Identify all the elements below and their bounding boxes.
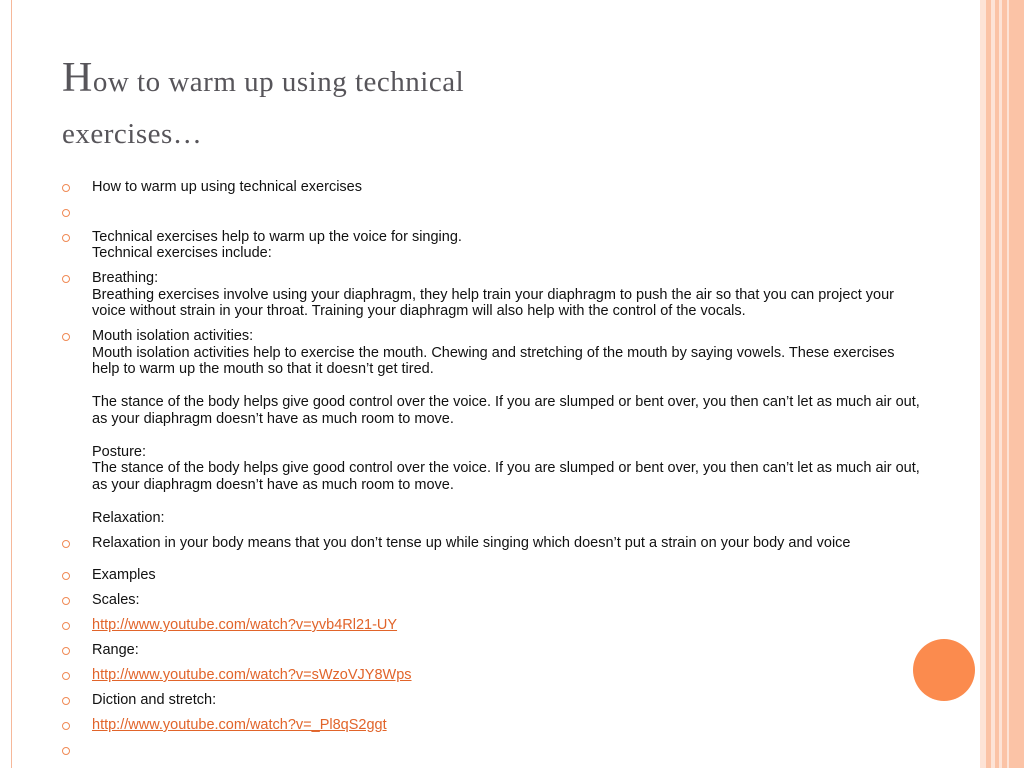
- bullet-text: Technical exercises help to warm up the voice for singing.: [92, 228, 462, 245]
- bullet-text: Mouth isolation activities help to exercise the mouth. Chewing and stretching of the mouth by saying vowels. These exercises help to warm up the mouth so that it doesn’t get tired.: [92, 344, 895, 377]
- bullet-heading: Mouth isolation activities:: [92, 328, 254, 344]
- slide-title: [62, 52, 922, 160]
- youtube-link-scales[interactable]: http://www.youtube.com/watch?v=yvb4Rl21-UY: [92, 617, 398, 633]
- bullet-circle-icon: [62, 275, 70, 283]
- youtube-link-diction[interactable]: http://www.youtube.com/watch?v=_Pl8qS2ggt: [92, 717, 387, 733]
- left-border-line: [11, 0, 12, 768]
- bullet-item: [60, 742, 920, 758]
- bullet-circle-icon: [62, 209, 70, 217]
- bullet-text: Scales:: [92, 592, 140, 608]
- bullet-item: [60, 717, 920, 734]
- bullet-text: Range:: [92, 642, 139, 658]
- bullet-heading: Relaxation:: [92, 509, 165, 526]
- bullet-text: The stance of the body helps give good control over the voice. If you are slumped or bent over, you then can’t let as much air out, as your diaphragm doesn’t have as much room to move.: [92, 394, 920, 427]
- youtube-link-range[interactable]: http://www.youtube.com/watch?v=sWzoVJY8Wps: [92, 667, 412, 683]
- bullet-circle-icon: [62, 697, 70, 705]
- accent-circle: [913, 639, 975, 701]
- bullet-list: [60, 179, 920, 767]
- bullet-circle-icon: [62, 647, 70, 655]
- bullet-item: [60, 617, 920, 634]
- bullet-item: [60, 179, 920, 196]
- bullet-item: [60, 567, 920, 584]
- bullet-circle-icon: [62, 672, 70, 680]
- bullet-text: Breathing exercises involve using your diaphragm, they help train your diaphragm to push the air so that you can project your voice without strain in your throat. Training your diaphragm will also help with the control of the vocals.: [92, 286, 894, 319]
- bullet-text: Diction and stretch:: [92, 692, 217, 708]
- bullet-item: [60, 535, 920, 552]
- bullet-circle-icon: [62, 572, 70, 580]
- bullet-item: [60, 204, 920, 220]
- bullet-text: Examples: [92, 567, 156, 583]
- bullet-circle-icon: [62, 234, 70, 242]
- bullet-text: The stance of the body helps give good control over the voice. If you are slumped or bent over, you then can’t let as much air out, as your diaphragm doesn’t have as much room to move.: [92, 460, 920, 493]
- bullet-circle-icon: [62, 333, 70, 341]
- bullet-heading: Posture:: [92, 443, 146, 460]
- bullet-text: Relaxation in your body means that you don’t tense up while singing which doesn’t put a strain on your body and voice: [92, 534, 851, 551]
- bullet-circle-icon: [62, 747, 70, 755]
- bullet-item: [60, 692, 920, 709]
- bullet-item: [60, 642, 920, 659]
- bullet-item: [60, 592, 920, 609]
- bullet-item: [60, 270, 920, 320]
- bullet-text: How to warm up using technical exercises: [92, 179, 362, 195]
- bullet-circle-icon: [62, 184, 70, 192]
- bullet-item: [60, 229, 920, 262]
- title-line-1: ow to warm up using technical: [92, 66, 465, 98]
- title-line-2: exercises…: [62, 118, 203, 150]
- bullet-item: [60, 667, 920, 684]
- bullet-circle-icon: [62, 597, 70, 605]
- bullet-text: Technical exercises include:: [92, 245, 272, 261]
- bullet-circle-icon: [62, 722, 70, 730]
- bullet-heading: Breathing:: [92, 270, 159, 286]
- decorative-stripe: [1009, 0, 1024, 768]
- bullet-item: [60, 328, 920, 526]
- bullet-circle-icon: [62, 622, 70, 630]
- title-initial: H: [62, 55, 93, 101]
- bullet-circle-icon: [62, 540, 70, 548]
